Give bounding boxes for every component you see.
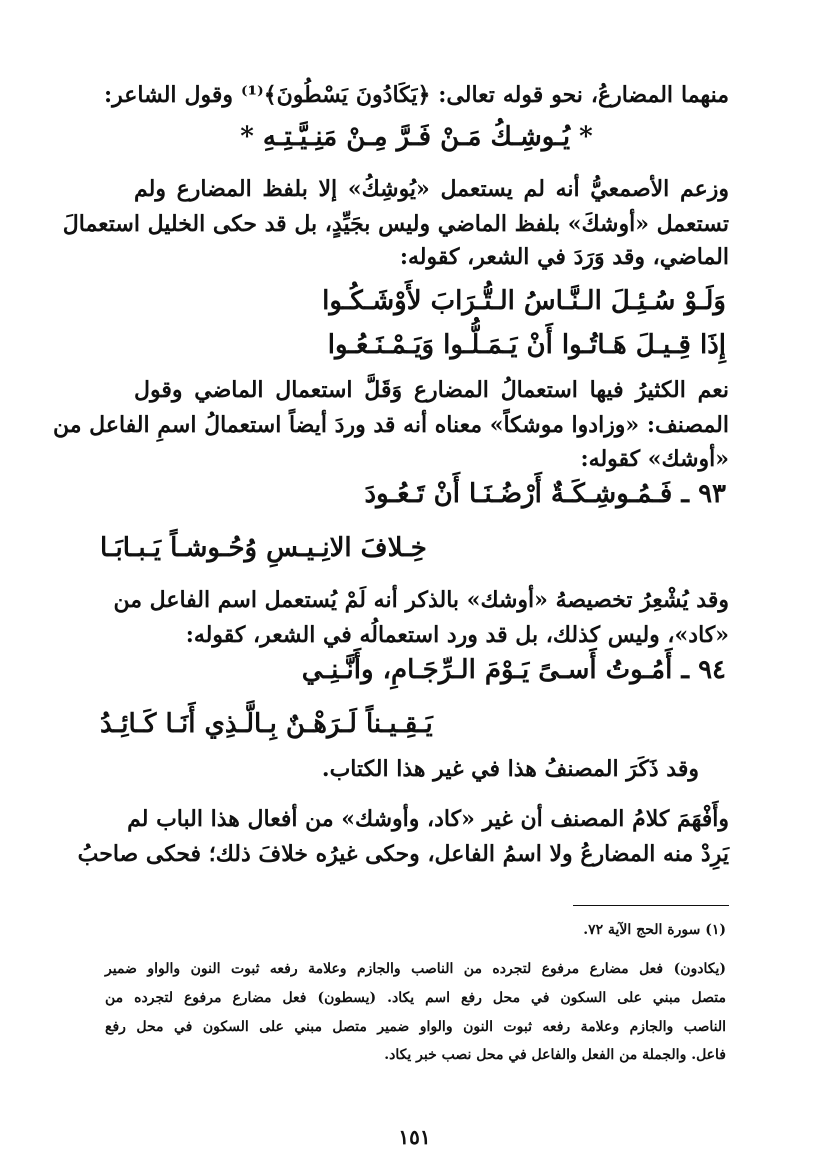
footnote-line-3: الناصب والجازم وعلامة رفعه ثبوت النون والواو ضمير متصل مبني على السكون في محل رفع (105, 1019, 726, 1035)
footnote-line-2: متصل مبني على السكون في محل رفع اسم يكاد. (يسطون) فعل مضارع مرفوع لتجرده من (105, 990, 726, 1006)
verse-hemistich-intro: * يُـوشِـكُ مَـنْ فَـرَّ مِـنْ مَنِـيَّـتِـهِ * (240, 122, 593, 152)
footnote-line-4: فاعل. والجملة من الفعل والفاعل في محل نصب خبر يكاد. (384, 1047, 726, 1063)
footnote-separator (573, 905, 729, 906)
text-line-9: «كاد»، وليس كذلك، بل قد ورد استعمالُه في الشعر، كقوله: (185, 622, 729, 648)
verse-94-line-2: يَـقِـيـناً لَـرَهْـنٌ بِـالَّـذِي أَنَـا كَـائِـدُ (100, 709, 433, 739)
text-line-12: يَرِدْ منه المضارعُ ولا اسمُ الفاعل، وحكى غيرُه خلافَ ذلك؛ فحكى صاحبُ (77, 841, 729, 867)
verse-line-1: وَلَـوْ سُـئِـلَ الـنَّـاسُ الـتُّـرَابَ لأَوْشَـكُـوا (322, 286, 726, 316)
verse-94-line-1: ٩٤ ـ أَمُـوتُ أَسـىً يَـوْمَ الـرِّجَـامِ، وأَنَّـنِـي (301, 655, 726, 685)
text-line-4: الماضي، وقد وَرَدَ في الشعر، كقوله: (399, 244, 729, 270)
verse-93-line-1: ٩٣ ـ فَـمُـوشِـكَـةٌ أَرْضُـنَـا أَنْ تَـعُـودَ (364, 479, 726, 509)
page-number: ١٥١ (398, 1125, 431, 1149)
verse-line-2: إِذَا قِـيـلَ هَـاتُـوا أَنْ يَـمَـلُّـوا وَيَـمْـنَـعُـوا (327, 330, 726, 360)
text-line-6: المصنف: «وزادوا موشكاً» معناه أنه قد وردَ أيضاً استعمالُ اسمِ الفاعل من (52, 412, 729, 438)
text-line-5: نعم الكثيرُ فيها استعمالُ المضارع وَقَلَّ استعمال الماضي وقول (134, 377, 729, 403)
text-line-8: وقد يُشْعِرُ تخصيصهُ «أوشك» بالذكر أنه لَمْ يُستعمل اسم الفاعل من (113, 587, 729, 613)
footnote-line-1: (يكادون) فعل مضارع مرفوع لتجرده من الناصب والجازم وعلامة رفعه ثبوت النون والواو ضمير (105, 961, 726, 977)
text-line-3: تستعمل «أوشكَ» بلفظ الماضي وليس بجَيِّدٍ، بل قد حكى الخليل استعمالَ (62, 211, 729, 237)
text-line-1: منهما المضارعُ، نحو قوله تعالى: ﴿يَكَادُونَ يَسْطُونَ﴾⁽¹⁾ وقول الشاعر: (104, 82, 729, 108)
text-line-7: «أوشك» كقوله: (580, 446, 729, 472)
footnote-source: (١) سورة الحج الآية ٧٢. (583, 922, 726, 938)
text-line-11: وأَفْهَمَ كلامُ المصنف أن غير «كاد، وأوشك» من أفعال هذا الباب لم (127, 806, 729, 832)
text-line-2: وزعم الأصمعيُّ أنه لم يستعمل «يُوشِكُ» إلا بلفظ المضارع ولم (134, 176, 729, 202)
text-line-10: وقد ذَكَرَ المصنفُ هذا في غير هذا الكتاب. (321, 756, 699, 782)
verse-93-line-2: خِـلافَ الانِـيـسِ وُحُـوشـاً يَـبـابَـا (100, 533, 427, 563)
